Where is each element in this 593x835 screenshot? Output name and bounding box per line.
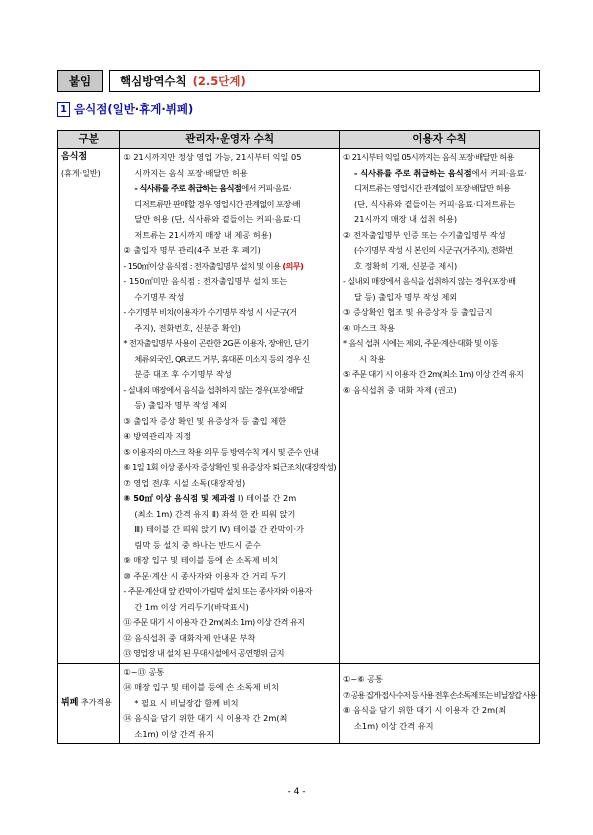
table-row-restaurant — [58, 149, 540, 664]
list-item: (수기명부 작성 시 본인의 시군구(거주지), 전화번 — [354, 245, 513, 255]
list-item: - 식사류를 주로 취급하는 음식점에서 커피·음료· — [134, 183, 292, 193]
list-item: ①~⑥ 공통 — [343, 674, 383, 685]
category-sub: 추가적용 — [81, 698, 112, 707]
list-item: (단, 식사류와 곁들이는 커피·음료·디저트류는 — [354, 198, 516, 209]
list-item: ⑦ 영업 전/후 시설 소독(대장작성) — [123, 477, 246, 488]
list-item: ⑬ 영업장 내 설치 된 무대시설에서 공연행위 금지 — [123, 648, 284, 658]
section-heading — [57, 101, 193, 117]
list-item: ⑩ 주문·계산 시 종사자와 이용자 간 거리 두기 — [123, 570, 287, 581]
list-item: ② 전자출입명부 인증 또는 수기출입명부 작성 — [343, 229, 506, 240]
list-item: 분증 대조 후 수기명부 작성 — [134, 369, 232, 379]
table-header-row — [58, 131, 540, 149]
list-item: ⑨ 매장 입구 및 테이블 등에 손 소독제 비치 — [123, 555, 279, 565]
annex-header — [57, 70, 540, 92]
category-cell — [58, 149, 120, 664]
category-name: 음식점 — [61, 152, 88, 162]
list-item: 소1m) 이상 간격 유지 — [354, 720, 434, 731]
list-item: ⑥ 1일 1회 이상 종사자 증상확인 및 유증상자 퇴근조치(대장작성) — [123, 462, 336, 472]
table-row-buffet — [58, 663, 540, 744]
category-sub: (휴게·일반) — [61, 168, 101, 178]
list-item: ⑧ 음식을 담기 위한 대기 시 이용자 간 2m(최 — [343, 705, 507, 716]
list-item: ② 출입자 명부 관리(4주 보관 후 폐기) — [123, 245, 261, 255]
list-item: ④ 방역관리자 지정 — [123, 431, 192, 441]
list-item: 시 착용 — [359, 353, 386, 364]
list-item: - 실내외 매장에서 음식을 섭취하지 않는 경우(포장·배 — [343, 276, 516, 286]
list-item: Ⅲ) 테이블 간 띄워 앉기 Ⅳ) 테이블 간 칸막이·가 — [134, 524, 304, 534]
manager-rules-cell — [120, 663, 340, 744]
category-cell — [58, 663, 120, 744]
annex-subtitle: (2.5단계) — [192, 74, 246, 88]
list-item: - 수기명부 비치(이용자가 수기명부 작성 시 시군구(거 — [123, 307, 297, 317]
list-item: ④ 마스크 착용 — [343, 322, 396, 333]
header-manager-rules: 관리자·운영자 수칙 — [120, 131, 340, 149]
list-item: - 150㎡이상 음식점 : 전자출입명부 설치 및 이용 (의무) — [123, 260, 304, 271]
user-rules-cell — [340, 663, 540, 744]
list-item: ⑤ 이용자의 마스크 착용 의무 등 방역수칙 게시 및 준수 안내 — [123, 446, 319, 457]
header-user-rules: 이용자 수칙 — [340, 131, 540, 149]
rules-table — [57, 130, 540, 744]
list-item: 림막 등 설치 중 하나는 반드시 준수 — [134, 539, 261, 550]
list-item: 주지), 전화번호, 신분증 확인) — [134, 322, 241, 333]
list-item: 호 정확히 기재, 신분증 제시) — [354, 260, 458, 271]
list-item: 체류외국인, QR코드 거부, 휴대폰 미소지 등의 경우 신 — [134, 353, 310, 364]
category-name: 뷔페 — [61, 698, 79, 708]
list-item: - 주문·계산대 앞 칸막이·가림막 설치 또는 종사자와 이용자 — [123, 586, 312, 596]
list-item: 디저트류만 판매할 경우 영업시간 관계없이 포장·배 — [134, 198, 300, 209]
list-item: 등) 출입자 명부 작성 제외 — [134, 400, 228, 410]
list-item: ⑤ 주문 대기 시 이용자 간 2m(최소 1m) 이상 간격 유지 — [343, 369, 524, 379]
list-item: (최소 1m) 간격 유지 Ⅱ) 좌석 한 칸 띄워 앉기 — [134, 508, 296, 519]
list-item: 시까지는 음식 포장·배달만 허용 — [134, 167, 248, 178]
list-item: ① 21시까지만 정상 영업 가능, 21시부터 익일 05 — [123, 152, 302, 162]
list-item: ⑫ 음식섭취 중 대화자제 안내문 부착 — [123, 632, 256, 643]
list-item: ⑭ 매장 입구 및 테이블 등에 손 소독제 비치 — [123, 682, 279, 692]
list-item: ⑭ 음식을 담기 위한 대기 시 이용자 간 2m(최 — [123, 713, 288, 723]
section-number: 1 — [57, 102, 70, 117]
list-item: 디저트류는 영업시간 관계없이 포장·배달만 허용 — [354, 183, 511, 193]
list-item: ③ 출입자 증상 확인 및 유증상자 등 출입 제한 — [123, 415, 287, 426]
list-item: - 150㎡미만 음식점 : 전자출입명부 설치 또는 — [123, 276, 288, 286]
list-item: ⑥ 음식섭취 중 대화 자제 (권고) — [343, 384, 457, 395]
list-item: 간 1m 이상 거리두기(바닥표시) — [134, 601, 249, 612]
section-title: 음식점(일반·휴게·뷔페) — [74, 102, 194, 116]
list-item: 소1m) 이상 간격 유지 — [134, 728, 214, 739]
list-item: * 음식 섭취 시에는 제외, 주문·계산·대화 및 이동 — [343, 338, 499, 348]
list-item: - 식사류를 주로 취급하는 음식점에서 커피·음료· — [354, 167, 527, 178]
list-item: ③ 증상확인 협조 및 유증상자 등 출입금지 — [343, 307, 493, 317]
list-item: 저트류는 21시까지 매장 내 제공 허용) — [134, 229, 272, 240]
annex-title-box — [109, 70, 540, 92]
list-item: ⑧ 50㎡ 이상 음식점 및 제과점 Ⅰ) 테이블 간 2m — [123, 493, 297, 503]
list-item: * 전자출입명부 사용이 곤란한 2G폰 이용자, 장애인, 단기 — [123, 338, 309, 348]
annex-tag: 붙임 — [57, 70, 103, 92]
manager-rules-cell — [120, 149, 340, 664]
page-number: - 4 - — [287, 787, 306, 797]
annex-title: 핵심방역수칙 — [120, 74, 187, 88]
list-item: 21시까지 매장 내 섭취 허용) — [354, 214, 458, 224]
user-rules-cell — [340, 149, 540, 664]
list-item: ⑦ 공용 집게·접시·수저 등 사용 전후 손소독제 또는 비닐장갑 사용 — [343, 689, 536, 700]
list-item: 달만 허용 (단, 식사류와 곁들이는 커피·음료·디 — [134, 214, 301, 224]
list-item: - 실내외 매장에서 음식을 섭취하지 않는 경우(포장·배달 — [123, 384, 304, 395]
list-item: 수기명부 작성 — [134, 291, 185, 302]
list-item: * 필요 시 비닐장갑 함께 비치 — [134, 697, 239, 708]
header-category: 구분 — [58, 131, 120, 149]
list-item: ① 21시부터 익일 05시까지는 음식 포장·배달만 허용 — [343, 152, 514, 162]
list-item: ①~⑬ 공통 — [123, 666, 165, 677]
list-item: 달 등) 출입자 명부 작성 제외 — [354, 291, 458, 302]
list-item: ⑪ 주문 대기 시 이용자 간 2m(최소 1m) 이상 간격 유지 — [123, 617, 305, 627]
